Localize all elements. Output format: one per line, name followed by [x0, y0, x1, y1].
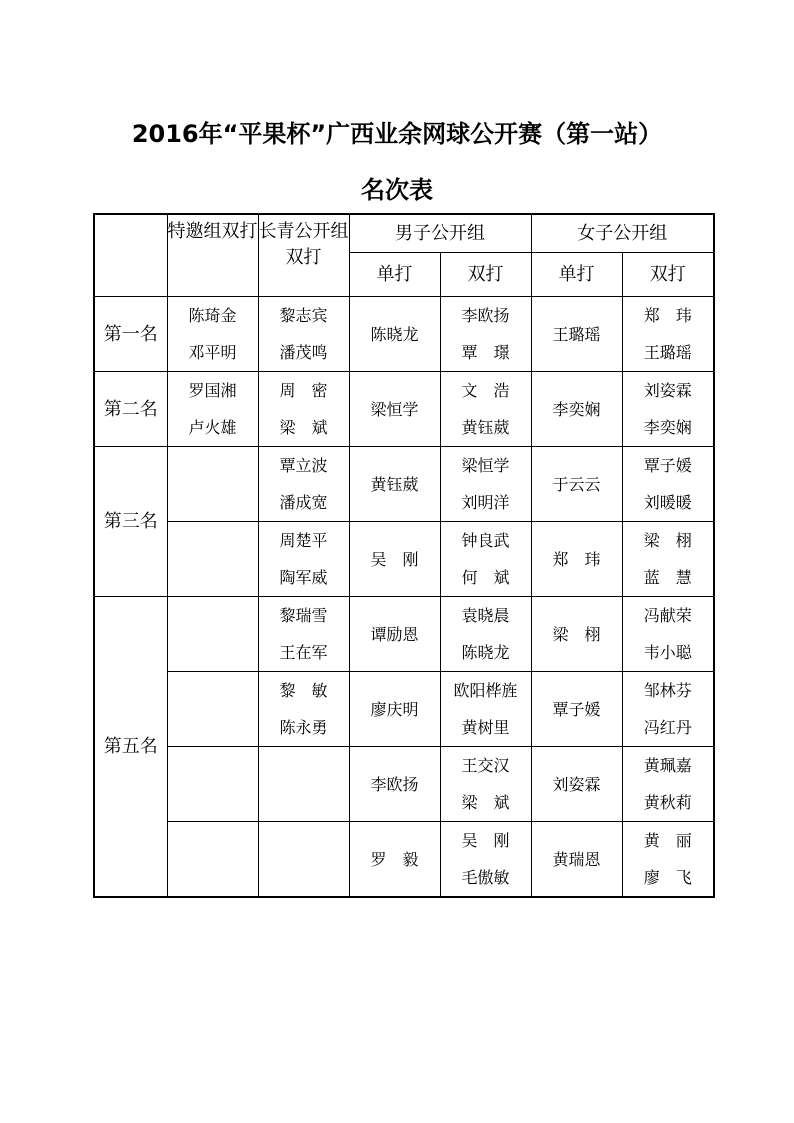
senior-doubles-cell — [258, 672, 349, 747]
senior-doubles-cell — [258, 297, 349, 372]
player-name — [259, 784, 349, 821]
women-singles-cell: 王璐瑶 — [531, 297, 622, 372]
player-name: 周 密 — [279, 381, 328, 400]
player-name: 刘明洋 — [461, 493, 510, 512]
rank-third: 第三名 — [94, 447, 167, 597]
header-special-doubles: 特邀组双打 — [167, 214, 258, 297]
table-row — [94, 447, 714, 522]
men-doubles-cell — [440, 297, 531, 372]
player-name: 周楚平 — [279, 531, 328, 550]
senior-doubles-cell — [258, 522, 349, 597]
men-singles-cell: 谭励恩 — [349, 597, 440, 672]
header-women-singles: 单打 — [531, 253, 622, 297]
table-row — [94, 597, 714, 672]
player-name: 黎志宾 — [279, 306, 328, 325]
page-title: 2016年“平果杯”广西业余网球公开赛（第一站） — [131, 120, 663, 148]
women-singles-cell: 李奕娴 — [531, 372, 622, 447]
player-name: 黄珮嘉 — [643, 756, 692, 775]
player-name: 黎 敏 — [279, 681, 328, 700]
header-senior-doubles: 长青公开组双打 — [258, 214, 349, 297]
rank-first: 第一名 — [94, 297, 167, 372]
senior-doubles-cell — [258, 372, 349, 447]
rank-fifth: 第五名 — [94, 597, 167, 898]
ranking-table — [93, 213, 715, 898]
special-doubles-cell — [167, 372, 258, 447]
player-name: 陈琦金 — [188, 306, 237, 325]
player-name: 黄树里 — [461, 718, 510, 737]
senior-doubles-cell — [258, 597, 349, 672]
player-name — [259, 859, 349, 896]
men-doubles-cell — [440, 447, 531, 522]
women-doubles-cell — [622, 522, 714, 597]
women-doubles-cell — [622, 447, 714, 522]
player-name: 吴 刚 — [461, 831, 510, 850]
player-name: 梁 斌 — [279, 418, 328, 437]
special-doubles-cell — [167, 297, 258, 372]
player-name: 冯献荣 — [643, 606, 692, 625]
player-name: 文 浩 — [461, 381, 510, 400]
player-name — [168, 559, 258, 596]
special-doubles-cell — [167, 747, 258, 822]
men-singles-cell: 廖庆明 — [349, 672, 440, 747]
rank-second: 第二名 — [94, 372, 167, 447]
men-singles-cell: 李欧扬 — [349, 747, 440, 822]
women-doubles-cell — [622, 747, 714, 822]
player-name: 邓平明 — [188, 343, 237, 362]
women-doubles-cell — [622, 297, 714, 372]
women-doubles-cell — [622, 672, 714, 747]
player-name: 梁恒学 — [461, 456, 510, 475]
player-name: 潘成宽 — [279, 493, 328, 512]
player-name: 陈晓龙 — [461, 643, 510, 662]
player-name — [168, 634, 258, 671]
senior-doubles-cell — [258, 747, 349, 822]
men-singles-cell: 梁恒学 — [349, 372, 440, 447]
senior-doubles-cell — [258, 447, 349, 522]
player-name: 冯红丹 — [643, 718, 692, 737]
player-name: 覃立波 — [279, 456, 328, 475]
player-name: 王在军 — [279, 643, 328, 662]
player-name: 覃 璟 — [461, 343, 510, 362]
player-name: 卢火雄 — [188, 418, 237, 437]
women-singles-cell: 郑 玮 — [531, 522, 622, 597]
player-name: 蓝 慧 — [643, 568, 692, 587]
special-doubles-cell — [167, 522, 258, 597]
men-singles-cell: 陈晓龙 — [349, 297, 440, 372]
player-name — [259, 747, 349, 784]
women-singles-cell: 黄瑞恩 — [531, 822, 622, 898]
player-name: 邹林芬 — [643, 681, 692, 700]
special-doubles-cell — [167, 672, 258, 747]
player-name: 黄钰葳 — [461, 418, 510, 437]
player-name: 黄秋莉 — [643, 793, 692, 812]
player-name: 王璐瑶 — [643, 343, 692, 362]
header-men-singles: 单打 — [349, 253, 440, 297]
men-doubles-cell — [440, 372, 531, 447]
women-singles-cell: 梁 栩 — [531, 597, 622, 672]
women-doubles-cell — [622, 597, 714, 672]
men-singles-cell: 黄钰葳 — [349, 447, 440, 522]
women-singles-cell: 刘姿霖 — [531, 747, 622, 822]
table-row — [94, 522, 714, 597]
player-name: 罗国湘 — [188, 381, 237, 400]
special-doubles-cell — [167, 822, 258, 898]
women-singles-cell: 于云云 — [531, 447, 622, 522]
header-women-open: 女子公开组 — [531, 214, 714, 253]
header-women-doubles: 双打 — [622, 253, 714, 297]
player-name: 覃子媛 — [643, 456, 692, 475]
header-men-open: 男子公开组 — [349, 214, 531, 253]
player-name: 廖 飞 — [643, 868, 692, 887]
men-singles-cell: 吴 刚 — [349, 522, 440, 597]
player-name — [168, 484, 258, 521]
player-name: 何 斌 — [461, 568, 510, 587]
men-doubles-cell — [440, 822, 531, 898]
table-row — [94, 297, 714, 372]
player-name: 钟良武 — [461, 531, 510, 550]
player-name — [168, 522, 258, 559]
page-subtitle: 名次表 — [361, 176, 433, 204]
player-name — [168, 709, 258, 746]
player-name: 黎瑞雪 — [279, 606, 328, 625]
table-row — [94, 372, 714, 447]
women-doubles-cell — [622, 372, 714, 447]
men-doubles-cell — [440, 522, 531, 597]
player-name — [168, 447, 258, 484]
men-doubles-cell — [440, 597, 531, 672]
special-doubles-cell — [167, 597, 258, 672]
men-doubles-cell — [440, 672, 531, 747]
player-name — [168, 747, 258, 784]
player-name: 梁 栩 — [643, 531, 692, 550]
senior-doubles-cell — [258, 822, 349, 898]
men-doubles-cell — [440, 747, 531, 822]
women-singles-cell: 覃子媛 — [531, 672, 622, 747]
corner-cell — [94, 214, 167, 297]
player-name: 袁晓晨 — [461, 606, 510, 625]
women-doubles-cell — [622, 822, 714, 898]
player-name: 刘姿霖 — [643, 381, 692, 400]
player-name: 刘暖暖 — [643, 493, 692, 512]
men-singles-cell: 罗 毅 — [349, 822, 440, 898]
player-name: 陈永勇 — [279, 718, 328, 737]
player-name: 陶军威 — [279, 568, 328, 587]
player-name — [168, 672, 258, 709]
player-name: 李奕娴 — [643, 418, 692, 437]
player-name: 潘茂鸣 — [279, 343, 328, 362]
player-name — [168, 859, 258, 896]
player-name — [168, 822, 258, 859]
player-name: 李欧扬 — [461, 306, 510, 325]
player-name: 毛傲敏 — [461, 868, 510, 887]
player-name: 欧阳桦旌 — [453, 681, 518, 700]
player-name: 韦小聪 — [643, 643, 692, 662]
player-name: 郑 玮 — [643, 306, 692, 325]
player-name: 梁 斌 — [461, 793, 510, 812]
player-name — [259, 822, 349, 859]
table-row — [94, 672, 714, 747]
player-name: 王交汉 — [461, 756, 510, 775]
special-doubles-cell — [167, 447, 258, 522]
table-row — [94, 822, 714, 898]
player-name — [168, 597, 258, 634]
player-name — [168, 784, 258, 821]
table-row — [94, 747, 714, 822]
header-men-doubles: 双打 — [440, 253, 531, 297]
player-name: 黄 丽 — [643, 831, 692, 850]
